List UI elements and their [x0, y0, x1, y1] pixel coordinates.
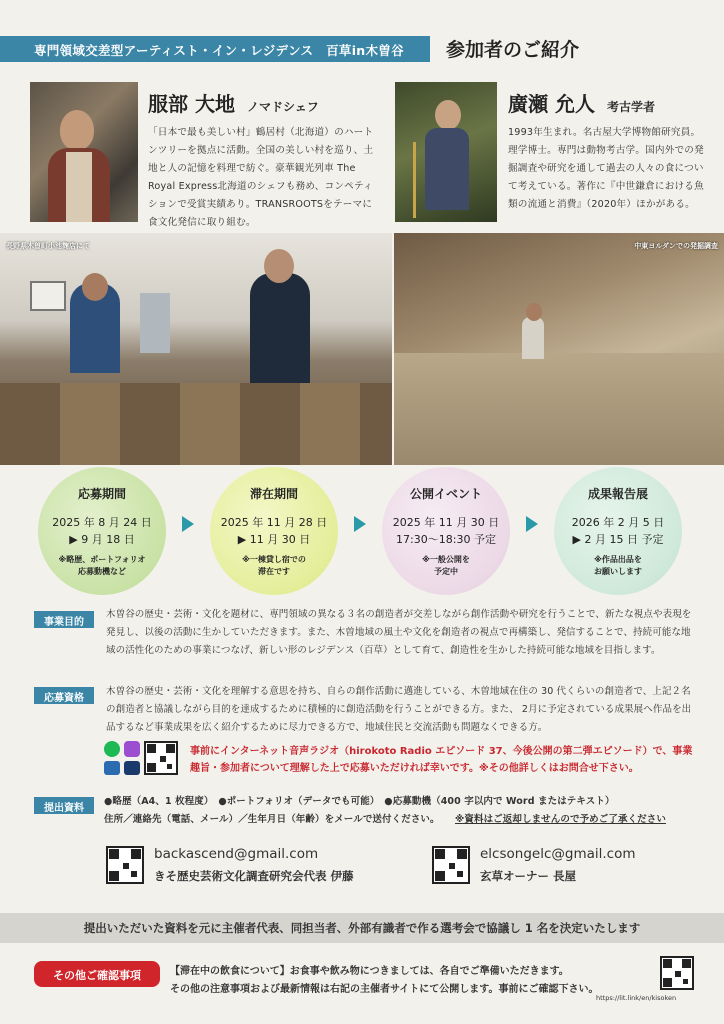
contact-1-qr-code-icon[interactable]: [106, 846, 144, 884]
contact-2-organization: 玄草オーナー 長屋: [480, 869, 577, 883]
schedule-time: 17:30～18:30 予定: [396, 533, 496, 546]
schedule-title: 公開イベント: [409, 487, 482, 501]
apple-podcasts-icon[interactable]: [124, 741, 140, 757]
footer-url-link[interactable]: https://lit.link/en/kisoken: [596, 994, 677, 1002]
schedule-note: ※作品出品を: [594, 555, 642, 564]
footer-qr-code-icon[interactable]: [660, 956, 694, 990]
footer-line-2: その他の注意事項および最新情報は右記の主催者サイトにて公開します。事前にご確認下さい。: [170, 984, 599, 995]
documents-list: ●略歴（A4、1 枚程度） ●ポートフォリオ（データでも可能） ●応募動機（400 字以内で Word またはテキスト）: [104, 796, 615, 807]
arrow-right-icon: [526, 516, 538, 532]
schedule-report-exhibition: [554, 467, 682, 595]
schedule-note: 滞在です: [258, 567, 290, 576]
selection-notice-band: 提出いただいた資料を元に主催者代表、同担当者、外部有識者で作る選考会で協議し 1 名を決定いたします: [0, 913, 724, 943]
participant-2-bio: 1993年生まれ。名古屋大学博物館研究員。理学博士。専門は動物考古学。国内外での発掘調査や研究を通して過去の人々の食について考えている。著作に『中世鎌倉における魚類の流通と消費』（2020年）ほかがある。: [508, 127, 704, 210]
schedule-note: ※一般公開を: [422, 555, 470, 564]
participant-1-bio: 「日本で最も美しい村」鶴居村（北海道）のハートンツリーを拠点に活動。全国の美しい村を巡り、土地と人の記憶を料理で紡ぐ。豪華観光列車 The Royal Express北海道のシェフも務め、コンペティションで受賞実績あり。TRANSROOTSをテーマに食文化発信に取り組む。: [148, 127, 374, 228]
photo-caption-2: 中東ヨルダンでの発掘調査: [634, 242, 718, 250]
podcast-icon-group[interactable]: [104, 741, 144, 777]
schedule-note: 応募動機など: [78, 567, 126, 576]
purpose-label: 事業目的: [34, 611, 94, 628]
participant-2-role: 考古学者: [606, 100, 655, 114]
eligibility-text: 木曽谷の歴史・芸術・文化を理解する意思を持ち、自らの創作活動に邁進している、木曽地域在住の 30 代くらいの創造者で、上記２名の創造者と協議しながら目的を達成するために積極的に創造活動を行うことができる方。また、 2月に予定されている成果展へ作品を出品するなど事業成果を広く紹介するために尽力できる方で、地域住民と交流活動も問題なくできる方。: [106, 686, 692, 733]
participant-2-heading: [508, 88, 655, 117]
schedule-public-event: [382, 467, 510, 595]
eligibility-label: 応募資格: [34, 687, 94, 704]
schedule-date-start: 2025 年 8 月 24 日: [52, 516, 152, 529]
schedule-date-start: 2025 年 11 月 28 日: [220, 516, 328, 529]
participant-2-name: 廣瀬 允人: [508, 92, 595, 116]
arrow-right-icon: [182, 516, 194, 532]
schedule-application-period: [38, 467, 166, 595]
schedule-date-end: ▶ 11 月 30 日: [237, 533, 311, 546]
participant-1-heading: [148, 88, 319, 117]
documents-instructions-text: 住所／連絡先（電話、メール）／生年月日（年齢）をメールで送付ください。: [104, 814, 440, 825]
radio-notice: 事前にインターネット音声ラジオ（hirokoto Radio エピソード 37、今後公開の第二弾エピソード）で、事業趣旨・参加者について理解した上で応募いただければ幸いです。※その他詳しくはお問合せ下さい。: [190, 746, 693, 774]
contact-1-email-link[interactable]: backascend@gmail.com: [154, 846, 319, 862]
schedule-date-end: ▶ 2 月 15 日 予定: [572, 533, 664, 546]
spotify-icon[interactable]: [104, 741, 120, 757]
radio-app-icon[interactable]: [124, 761, 140, 775]
schedule-title: 応募期間: [77, 487, 126, 501]
photo-jordan-excavation: [394, 233, 724, 465]
participant-1-role: ノマドシェフ: [246, 100, 319, 114]
contact-2-qr-code-icon[interactable]: [432, 846, 470, 884]
other-notes-button[interactable]: その他ご確認事項: [34, 961, 160, 987]
footer-line-1: 【滞在中の飲食について】お食事や飲み物につきましては、各自でご準備いただきます。: [170, 966, 569, 977]
schedule-stay-period: [210, 467, 338, 595]
amazon-music-icon[interactable]: [104, 761, 120, 775]
schedule-note: ※一棟貸し宿での: [242, 555, 306, 564]
schedule-date-end: ▶ 9 月 18 日: [69, 533, 135, 546]
radio-qr-code-icon[interactable]: [144, 741, 178, 775]
schedule-note: お願いします: [594, 567, 642, 576]
documents-instructions: [104, 811, 704, 829]
schedule-title: 成果報告展: [587, 487, 648, 501]
documents-no-return-note: ※資料はご返却しませんので予めご了承ください: [455, 814, 666, 825]
purpose-text: 木曽谷の歴史・芸術・文化を題材に、専門領域の異なる３名の創造者が交差しながら創作活動や研究を行うことで、新たな視点や表現を発見し、以後の活動に生かしていただきます。また、木曽地域の風土や文化を創造者の視点で再構築し、発信することで、持続可能な地域の活性化のための事業につなげ、新しい形のレジデンス（百草）として育て、創造性を生かした持続可能な地域を目指します。: [106, 609, 692, 656]
photo-caption-1: 長野県木曽町小池麹店にて: [6, 242, 90, 250]
contact-1-organization: きそ歴史芸術文化調査研究会代表 伊藤: [154, 869, 354, 883]
program-title-banner: 専門領域交差型アーティスト・イン・レジデンス 百草in木曽谷: [0, 36, 430, 62]
documents-label: 提出資料: [34, 797, 94, 814]
arrow-right-icon: [354, 516, 366, 532]
participant-2-portrait: [395, 82, 497, 222]
participant-1-portrait: [30, 82, 138, 222]
schedule-note: 予定中: [434, 567, 458, 576]
section-title: 参加者のご紹介: [446, 39, 580, 61]
contact-2-email-link[interactable]: elcsongelc@gmail.com: [480, 846, 636, 862]
schedule-note: ※略歴、ポートフォリオ: [58, 555, 146, 564]
schedule-date-start: 2026 年 2 月 5 日: [571, 516, 665, 529]
schedule-title: 滞在期間: [249, 487, 298, 501]
schedule-date-start: 2025 年 11 月 30 日: [392, 516, 500, 529]
photo-koike-kojiten: [0, 233, 392, 465]
participant-1-name: 服部 大地: [148, 92, 235, 116]
